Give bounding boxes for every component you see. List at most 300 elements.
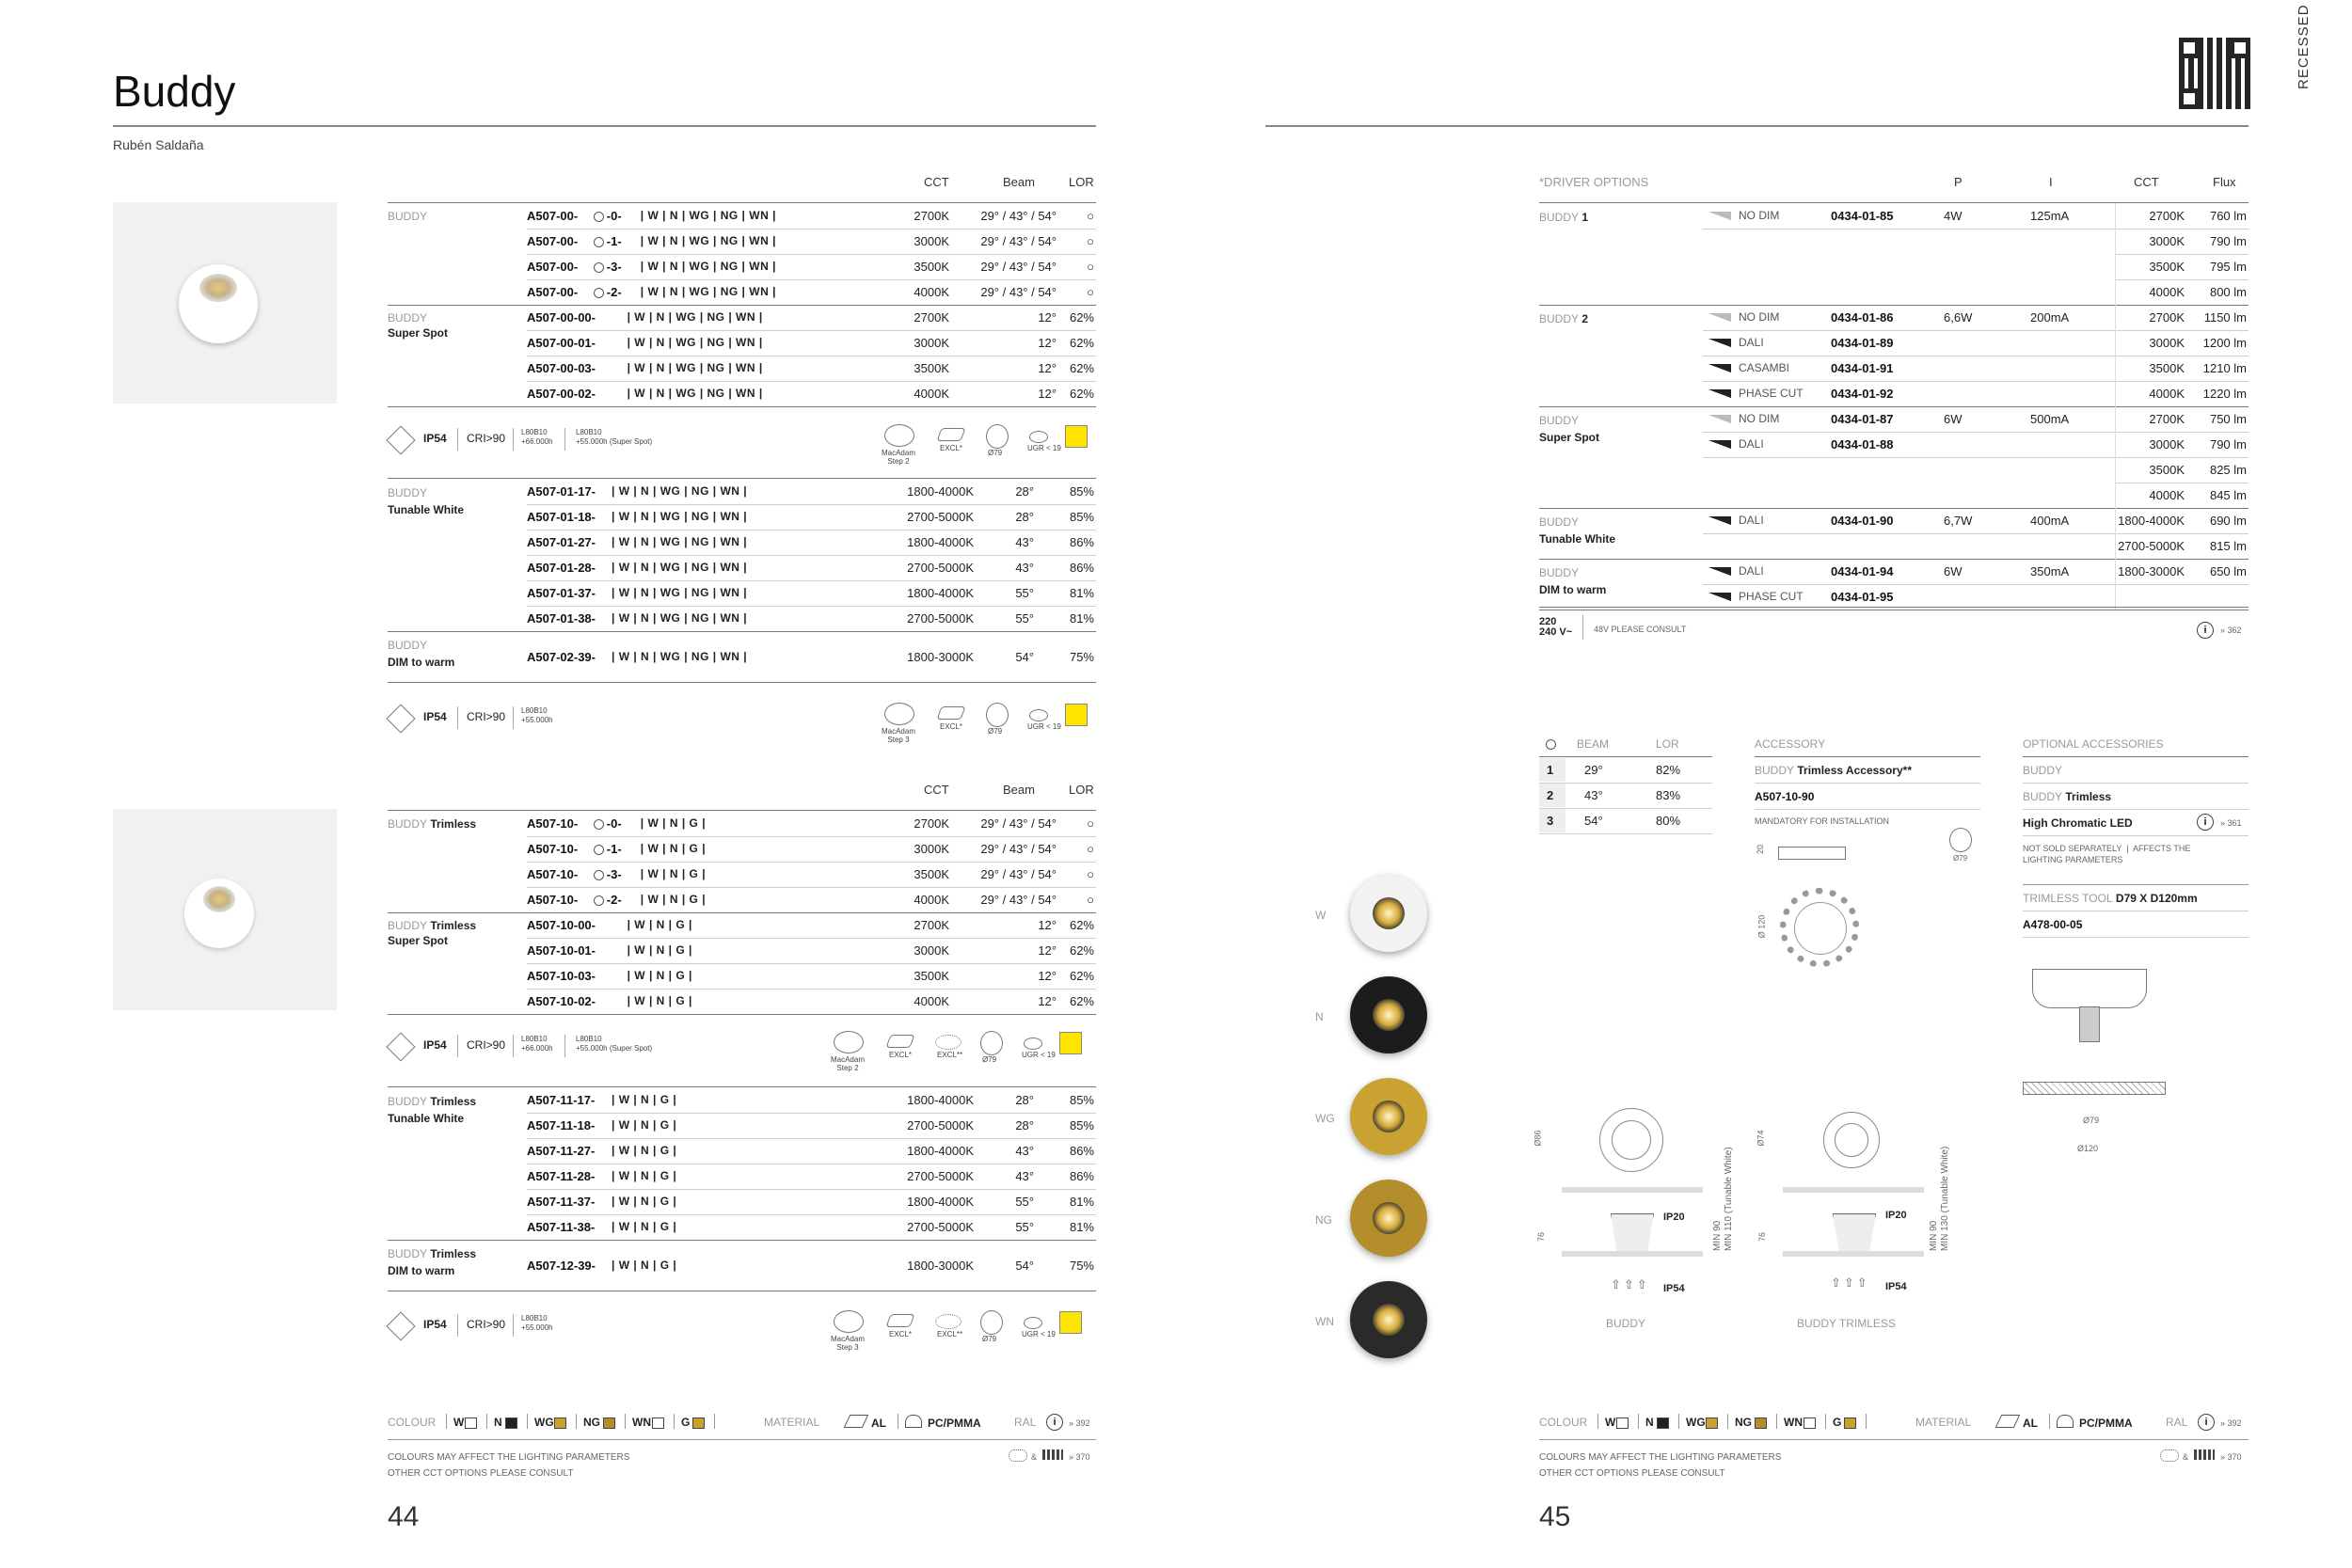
glare-icon [1029,431,1048,443]
group-label: BUDDY Trimless DIM to warm [388,1247,477,1277]
divider [388,1439,1096,1440]
dimming-bars-icon [1708,313,1731,322]
group-label: BUDDY Trimless [388,817,477,831]
divider [457,1035,458,1057]
table-row [1539,254,2249,279]
qr-code[interactable] [2179,38,2250,109]
divider [1755,809,1980,810]
divider [388,1240,1096,1241]
cct-value: 2700-5000K [907,561,974,575]
power-value: 6W [1944,412,1963,426]
dimming-type: DALI [1739,514,1764,527]
finish-codes: | W | N | WG | NG | WN | [612,561,748,574]
divider [2115,457,2116,483]
cct-value: 3000K [914,336,949,350]
product-code[interactable]: A507-01-37- [527,586,596,600]
divider [1678,1414,1679,1429]
option-circle-icon [594,870,604,880]
cutout-icon [986,424,1009,449]
beam-value: 55° [1015,1195,1034,1209]
min-depth: MIN 90 MIN 110 (Tunable White) [1712,1147,1734,1251]
option-code: -3- [606,260,622,274]
info-icon[interactable]: i [2197,814,2214,831]
product-code[interactable]: A507-10-00- [527,918,596,932]
lifetime-value: L80B10 +55.000h (Super Spot) [576,1035,653,1053]
footnote: OTHER CCT OPTIONS PLEASE CONSULT [1539,1468,1725,1479]
product-code[interactable]: A507-00- [527,285,579,299]
product-code[interactable]: A507-01-27- [527,535,596,549]
lor-value: ○ [1087,842,1094,856]
cct-value: 3000K [914,234,949,248]
ip-rating: IP54 [423,1318,447,1331]
divider [457,706,458,729]
product-code[interactable]: A507-11-37- [527,1195,596,1209]
footnote: COLOURS MAY AFFECT THE LIGHTING PARAMETERS [388,1452,630,1463]
colour-code: W [1605,1416,1616,1429]
dimming-type: NO DIM [1739,209,1780,222]
power-value: 6,7W [1944,514,1973,528]
ip54: IP54 [1663,1283,1685,1294]
divider [1866,1414,1867,1429]
divider [513,1314,514,1337]
energy-label-icon [1059,1311,1082,1334]
glare-label: UGR < 19 [1027,444,1061,452]
top-view-inner [1835,1123,1868,1157]
finish-codes: | W | N | G | [612,1259,677,1272]
macadam-label: MacAdam Step 3 [881,727,915,744]
lor-value: 62% [1069,361,1094,375]
led-lens [1373,1202,1405,1234]
product-code[interactable]: A507-11-18- [527,1118,596,1132]
table-row [1539,457,2249,483]
table-row [1539,559,2249,584]
driver-code[interactable]: 0434-01-90 [1831,514,1894,528]
product-code[interactable]: A507-00- [527,260,579,274]
colour-swatch-icon [505,1418,517,1429]
lor-value: 86% [1069,1169,1094,1183]
table-row [1539,279,2249,305]
product-code[interactable]: A507-11-17- [527,1093,596,1107]
excl-label: EXCL* [940,722,963,731]
product-code[interactable]: A507-11-38- [527,1220,596,1234]
col-flux-header: Flux [2213,175,2236,189]
voltage-note: 48V PLEASE CONSULT [1594,625,1687,634]
lor-header: LOR [1656,737,1679,751]
top-view [1823,1112,1880,1168]
ral-label: RAL [2166,1416,2188,1429]
macadam-label: MacAdam Step 2 [830,1055,865,1072]
product-code[interactable]: A507-10- [527,867,579,881]
finish-codes: | W | N | G | [612,1144,677,1157]
finish-codes: | W | N | WG | NG | WN | [640,285,776,298]
divider [513,706,514,729]
product-code[interactable]: A507-10-02- [527,994,596,1008]
colour-swatch-icon [652,1418,664,1429]
info-icon[interactable]: i [2197,622,2214,639]
product-code[interactable]: A507-00-03- [527,361,596,375]
ral-label: RAL [1014,1416,1037,1429]
lor-value: 82% [1656,763,1681,777]
table-row [1539,483,2249,508]
ip54: IP54 [1885,1281,1907,1292]
cct-value: 2700K [2149,412,2185,426]
beam-value: 29° / 43° / 54° [980,260,1057,274]
table-row [1539,229,2249,254]
divider [1539,833,1712,834]
accessory-code[interactable]: A507-10-90 [1755,790,1815,803]
flux-value: 1220 lm [2202,387,2247,401]
driver-code[interactable]: 0434-01-95 [1831,590,1894,604]
lor-value: 86% [1069,561,1094,575]
col-cct-header: CCT [2134,175,2159,189]
finish-codes: | W | N | WG | NG | WN | [627,387,763,400]
product-code[interactable]: A507-10-01- [527,943,596,958]
divider [2115,432,2116,457]
group-label: BUDDY DIM to warm [1539,566,1607,596]
cri-value: CRI>90 [467,432,506,445]
finish-codes: | W | N | WG | NG | WN | [640,234,776,247]
product-code[interactable]: A507-01-28- [527,561,596,575]
ceiling [1783,1251,1924,1257]
lor-value: 81% [1069,1220,1094,1234]
lor-value: ○ [1087,209,1094,223]
finish-codes: | W | N | G | [612,1169,677,1182]
product-code[interactable]: A507-00- [527,209,579,223]
led-lens [1373,897,1405,929]
table-row [388,356,1096,381]
led-lens [1373,1304,1405,1336]
cri-value: CRI>90 [467,1038,506,1052]
table-row [1539,406,2249,432]
divider [2023,809,2249,810]
col-cct-header: CCT [924,175,949,189]
flux-value: 815 lm [2209,539,2247,553]
group-label: BUDDY Super Spot [1539,414,1600,444]
colour-code: WN [1784,1416,1803,1429]
title-rule [113,125,1096,127]
table-row [388,1189,1096,1214]
divider [2115,508,2116,533]
driver-code[interactable]: 0434-01-88 [1831,437,1894,451]
accessory-name: BUDDY Trimless Accessory** [1755,764,1912,777]
lor-value: 81% [1069,1195,1094,1209]
cct-value: 1800-4000K [907,1144,974,1158]
beam-value: 12° [1038,310,1057,325]
divider [457,428,458,451]
finish-codes: | W | N | G | [627,943,692,957]
class-iii-icon [386,425,415,454]
macadam-label: MacAdam Step 2 [881,449,915,466]
flux-value: 800 lm [2209,285,2247,299]
divider [527,1414,528,1429]
driver-code[interactable]: 0434-01-91 [1831,361,1894,375]
cri-value: CRI>90 [467,710,506,723]
tool-code[interactable]: A478-00-05 [2023,918,2083,931]
table-row [1539,584,2249,610]
product-code[interactable]: A507-00-02- [527,387,596,401]
ip20: IP20 [1885,1210,1907,1221]
beam-value: 12° [1038,336,1057,350]
cct-value: 4000K [914,994,949,1008]
info-icon[interactable]: i [2198,1414,2215,1431]
driver-code[interactable]: 0434-01-94 [1831,564,1894,578]
col-beam-header: Beam [1003,783,1035,797]
colour-code: N [1645,1416,1654,1429]
pc-icon [905,1415,922,1428]
option-circle-icon [594,819,604,830]
dimming-bars-icon [1708,567,1731,576]
cct-value: 2700K [914,918,949,932]
product-code[interactable]: A507-10-03- [527,969,596,983]
divider [2115,381,2116,406]
pc-icon [2057,1415,2074,1428]
product-code[interactable]: A507-10- [527,893,579,907]
cct-value: 1800-4000K [2118,514,2185,528]
group-label: BUDDY Tunable White [1539,515,1616,546]
driver-options-header: *DRIVER OPTIONS [1539,175,1649,189]
control-icon [2160,1449,2179,1462]
beam-value: 28° [1015,1118,1034,1132]
title-rule-right [1265,125,2249,127]
colour-swatch-icon [1844,1418,1856,1429]
cct-value: 2700K [2149,209,2185,223]
product-code[interactable]: A507-10- [527,842,579,856]
group-label: BUDDY Tunable White [388,486,465,516]
product-code[interactable]: A507-12-39- [527,1259,596,1273]
colour-label: COLOUR [1539,1416,1588,1429]
lor-value: 62% [1069,336,1094,350]
driver-code[interactable]: 0434-01-92 [1831,387,1894,401]
product-code[interactable]: A507-01-18- [527,510,596,524]
flux-value: 790 lm [2209,437,2247,451]
row-number: 1 [1547,763,1554,777]
side-view [1611,1213,1654,1253]
colour-code: NG [1735,1416,1752,1429]
flux-value: 790 lm [2209,234,2247,248]
divider [576,1414,577,1429]
product-code[interactable]: A507-10- [527,816,579,831]
ceiling [1562,1251,1703,1257]
info-icon[interactable]: i [1046,1414,1063,1431]
ip-rating: IP54 [423,710,447,723]
finish-photo [1350,1078,1427,1155]
dim-20: 20 [1756,844,1766,855]
product-code[interactable]: A507-02-39- [527,650,596,664]
lifetime-value: L80B10 +66.000h [521,428,553,446]
accessory-ring [1780,888,1859,967]
driver-code[interactable]: 0434-01-89 [1831,336,1894,350]
energy-label-icon [1065,704,1088,726]
macadam-icon [884,703,914,725]
lor-value: 62% [1069,310,1094,325]
divider [457,1314,458,1337]
material-pc: PC/PMMA [2079,1417,2133,1430]
colour-code: G [1833,1416,1842,1429]
tool-section [2023,1082,2166,1095]
dimming-bars-icon [1708,212,1731,220]
col-lor-header: LOR [1069,175,1094,189]
divider [2115,559,2116,584]
col-cct-header: CCT [924,783,949,797]
current-value: 400mA [2030,514,2070,528]
divider [625,1414,626,1429]
table-row [388,938,1096,963]
finish-codes: | W | N | G | [627,969,692,982]
finish-codes: | W | N | WG | NG | WN | [627,361,763,374]
ring-inner [1794,902,1847,955]
cutout-icon [1949,828,1972,852]
dimming-icon [1042,1449,1063,1460]
cct-value: 4000K [914,285,949,299]
cutout-icon [980,1031,1003,1055]
colour-swatch-icon [554,1418,566,1429]
excl-label: EXCL* [889,1051,913,1059]
table-row [388,330,1096,356]
optional-led[interactable]: High Chromatic LED [2023,816,2133,830]
energy-label-icon [1065,425,1088,448]
cct-value: 3500K [2149,463,2185,477]
option-circle-icon [594,262,604,273]
page-number-right: 45 [1539,1501,1571,1532]
divider [2115,356,2116,381]
drawing-caption: BUDDY [1606,1317,1646,1330]
lor-value: ○ [1087,816,1094,831]
cct-value: 2700K [914,209,949,223]
ceiling [1783,1187,1924,1193]
cct-value: 1800-4000K [907,484,974,499]
energy-label-icon [1059,1032,1082,1054]
optional-label: BUDDY Trimless [2023,790,2112,803]
product-code[interactable]: A507-00-00- [527,310,596,325]
accessory-note: MANDATORY FOR INSTALLATION [1755,816,1890,826]
lor-value: 83% [1656,788,1681,802]
beam-header: BEAM [1577,737,1610,751]
table-row [1539,305,2249,330]
dim-79: Ø79 [2083,1116,2100,1125]
col-beam-header: Beam [1003,175,1035,189]
cct-value: 3000K [914,842,949,856]
colour-swatch-icon [1657,1418,1669,1429]
dimming-type: PHASE CUT [1739,387,1804,400]
divider [2023,884,2249,885]
finish-codes: | W | N | WG | NG | WN | [612,650,748,663]
colour-code: G [681,1416,691,1429]
group-label: BUDDY [388,210,428,223]
divider [513,1035,514,1057]
dimming-bars-icon [1708,415,1731,423]
lor-value: 62% [1069,918,1094,932]
ip-rating: IP54 [423,1038,447,1052]
product-code[interactable]: A507-00- [527,234,579,248]
table-row [388,1113,1096,1138]
cct-value: 4000K [914,387,949,401]
driver-code[interactable]: 0434-01-85 [1831,209,1894,223]
divider [2115,254,2116,279]
cct-value: 1800-3000K [2118,564,2185,578]
finish-codes: | W | N | WG | NG | WN | [612,510,748,523]
downlight-graphic [184,879,254,948]
beam-value: 28° [1015,484,1034,499]
ip20: IP20 [1663,1212,1685,1223]
cct-value: 3000K [914,943,949,958]
finish-codes: | W | N | G | [640,816,707,830]
voltage: 220 240 V~ [1539,616,1573,638]
designer: Rubén Saldaña [113,137,204,152]
divider [564,428,565,451]
table-row [1539,330,2249,356]
beam-value: 54° [1015,1259,1034,1273]
divider [1539,756,1712,757]
product-code[interactable]: A507-01-17- [527,484,596,499]
page-number-left: 44 [388,1501,420,1532]
macadam-icon [834,1310,864,1333]
finish-codes: | W | N | G | [612,1195,677,1208]
cct-value: 3000K [2149,234,2185,248]
cct-value: 4000K [2149,387,2185,401]
beam-value: 55° [1015,1220,1034,1234]
product-code[interactable]: A507-11-27- [527,1144,596,1158]
beam-value: 12° [1038,969,1057,983]
dimming-type: PHASE CUT [1739,590,1804,603]
product-code[interactable]: A507-01-38- [527,611,596,626]
table-row [388,1138,1096,1164]
divider [388,631,1096,632]
excl2-label: EXCL** [937,1051,963,1059]
table-row [388,862,1096,887]
lor-value: 80% [1656,814,1681,828]
lor-value: 75% [1069,650,1094,664]
lor-value: 85% [1069,1118,1094,1132]
product-code[interactable]: A507-00-01- [527,336,596,350]
divider [1727,1414,1728,1429]
table-row [388,1214,1096,1240]
tool-drawing [2032,969,2147,1008]
driver-code[interactable]: 0434-01-87 [1831,412,1894,426]
table-row [1539,533,2249,559]
flux-value: 1200 lm [2202,336,2247,350]
divider [2115,229,2116,254]
driver-code[interactable]: 0434-01-86 [1831,310,1894,325]
cct-value: 3500K [914,969,949,983]
row-number: 3 [1547,814,1554,828]
cct-value: 4000K [914,893,949,907]
flux-value: 750 lm [2209,412,2247,426]
dimming-bars-icon [1708,364,1731,372]
led-lens [1373,999,1405,1031]
finish-codes: | W | N | G | [640,842,707,855]
downlight-graphic [179,264,258,343]
lor-value: 86% [1069,1144,1094,1158]
lor-value: ○ [1087,260,1094,274]
beam-value: 29° / 43° / 54° [980,285,1057,299]
cct-value: 1800-4000K [907,1195,974,1209]
finish-codes: | W | N | G | [612,1220,677,1233]
macadam-icon [884,424,914,447]
dim-76: 76 [1536,1231,1547,1243]
excl-label: EXCL* [940,444,963,452]
class-iii-icon [386,1311,415,1340]
table-row [388,606,1096,631]
group-label: BUDDY Trimless Super Spot [388,919,477,947]
page-title: Buddy [113,67,236,116]
group-label: BUDDY 2 [1539,312,1589,325]
cct-value: 4000K [2149,488,2185,502]
beam-value: 43° [1015,561,1034,575]
product-code[interactable]: A507-11-28- [527,1169,596,1183]
divider [2023,937,2249,938]
table-row [388,504,1096,530]
divider [1755,756,1980,757]
